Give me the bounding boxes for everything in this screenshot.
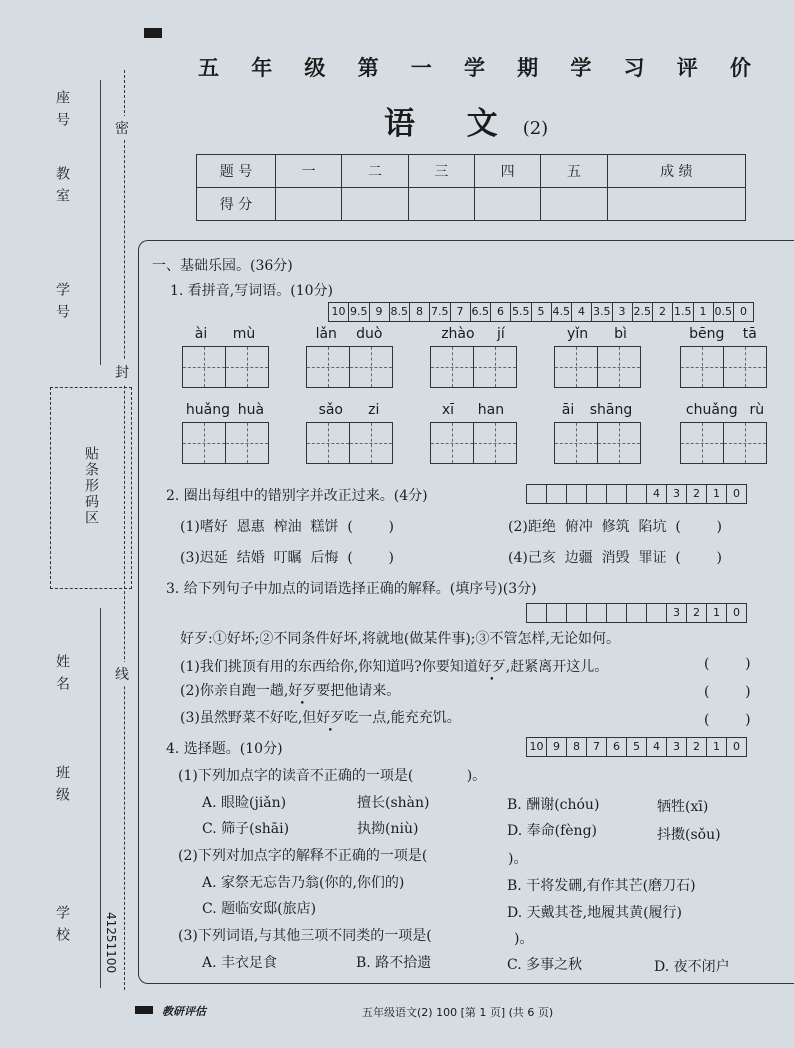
writing-cell[interactable] (306, 346, 350, 388)
footer-brand: 教研评估 (162, 1005, 206, 1018)
q4-option: 抖擞(sǒu) (657, 827, 721, 843)
pinyin-item: zhào jí (430, 326, 516, 388)
q4-option: A. 眼睑(jiǎn) (202, 795, 287, 811)
writing-cell[interactable] (182, 422, 226, 464)
exam-title: 五 年 级 第 一 学 期 学 习 评 价 (198, 55, 753, 80)
writing-cell[interactable] (723, 422, 767, 464)
q4-option: D. 天戴其苍,地履其黄(履行) (507, 905, 682, 921)
section-title: 一、基础乐园。(36分) (152, 258, 293, 274)
q4-sub-question: (2)下列对加点字的解释不正确的一项是( (178, 848, 428, 864)
q4-title: 4. 选择题。(10分) (166, 741, 283, 757)
writing-cell[interactable] (680, 422, 724, 464)
writing-cell[interactable] (225, 346, 269, 388)
writing-cell[interactable] (430, 422, 474, 464)
q2-item: (3)迟延 结婚 叮瞩 后悔 ( ) (180, 550, 394, 566)
barcode-area-label: 贴条形码区 (83, 446, 99, 526)
pinyin-item: bēng tā (680, 326, 766, 388)
q4-sub-question-end: )。 (514, 931, 534, 947)
seal-mark-xian: 线 (115, 662, 129, 686)
writing-cell[interactable] (473, 422, 517, 464)
q4-option: B. 酬谢(chóu) (507, 797, 600, 813)
writing-cell[interactable] (554, 422, 598, 464)
q3-score-scale: 3 2 1 0 (526, 603, 746, 623)
seal-mark-feng: 封 (115, 360, 129, 384)
margin-line (100, 608, 101, 988)
dotted-word: 好歹 (477, 659, 506, 675)
writing-cell[interactable] (349, 346, 393, 388)
margin-label-class: 班级 (54, 765, 70, 809)
q2-item: (2)距绝 俯冲 修筑 陷坑 ( ) (508, 519, 722, 535)
pinyin-item: lǎn duò (306, 326, 392, 388)
margin-label-seat: 座号 (54, 90, 70, 134)
q4-option: D. 奉命(fèng) (507, 823, 597, 839)
pinyin-item: sǎo zi (306, 402, 392, 464)
footer-page-info: 五年级语文(2) 100 [第 1 页] (共 6 页) (362, 1006, 554, 1019)
margin-label-room: 教室 (54, 166, 70, 210)
q1-title: 1. 看拼音,写词语。(10分) (170, 283, 333, 299)
writing-cell[interactable] (430, 346, 474, 388)
dotted-word: 好歹 (316, 710, 345, 726)
subject-title: 语 文 (2) (384, 106, 549, 142)
seal-mark-mi: 密 (115, 116, 129, 140)
q3-answer-paren[interactable]: ( ) (704, 712, 751, 728)
margin-label-name: 姓名 (54, 654, 70, 698)
dotted-word: 好歹 (288, 683, 317, 699)
pinyin-item: chuǎng rù (680, 402, 770, 464)
q4-option: C. 筛子(shāi) (202, 821, 290, 837)
writing-cell[interactable] (597, 422, 641, 464)
q4-option: A. 家祭无忘告乃翁(你的,你们的) (202, 875, 405, 891)
registration-mark-bottom (135, 1006, 153, 1014)
q4-option: C. 多事之秋 (507, 957, 583, 973)
q2-item: (4)己亥 边疆 消毁 罪证 ( ) (508, 550, 722, 566)
writing-cell[interactable] (182, 346, 226, 388)
q3-definition: 好歹:①好坏;②不同条件好坏,将就地(做某件事);③不管怎样,无论如何。 (180, 631, 620, 647)
q4-option: 执拗(niù) (357, 821, 419, 837)
q4-option: D. 夜不闭户 (654, 959, 730, 975)
score-table-row: 题 号 一 二 三 四 五 成 绩 (197, 155, 746, 188)
q3-item: (2)你亲自跑一趟,好歹要把他请来。 (180, 680, 400, 700)
pinyin-item: ài mù (182, 326, 268, 388)
pinyin-item: xī han (430, 402, 516, 464)
writing-cell[interactable] (554, 346, 598, 388)
q4-option: 牺牲(xī) (657, 799, 709, 815)
pinyin-item: yǐn bì (554, 326, 640, 388)
margin-label-student-id: 学号 (54, 282, 70, 326)
q4-score-scale: 10 9 8 7 6 5 4 3 2 1 0 (526, 737, 746, 757)
q4-sub-question: (3)下列词语,与其他三项不同类的一项是( (178, 928, 432, 944)
pinyin-item: huǎng huà (182, 402, 268, 464)
q4-sub-question: (1)下列加点字的读音不正确的一项是( )。 (178, 768, 487, 784)
q4-option: C. 题临安邸(旅店) (202, 901, 317, 917)
q3-title: 3. 给下列句子中加点的词语选择正确的解释。(填序号)(3分) (166, 581, 537, 597)
writing-cell[interactable] (349, 422, 393, 464)
registration-mark-top (144, 28, 162, 38)
q4-option: B. 路不拾遗 (356, 955, 432, 971)
writing-cell[interactable] (225, 422, 269, 464)
score-table (196, 154, 746, 221)
score-table-row: 得 分 (197, 188, 746, 221)
margin-line (100, 80, 101, 365)
school-code: 41251100 (104, 912, 118, 974)
q1-score-scale: 10 9.5 9 8.5 8 7.5 7 6.5 6 5.5 5 4.5 4 3.5 3 2.5 2 1.5 1 0.5 0 (328, 302, 753, 322)
pinyin-item: āi shāng (554, 402, 640, 464)
q4-option: 擅长(shàn) (357, 795, 430, 811)
writing-cell[interactable] (473, 346, 517, 388)
q4-sub-question-end: )。 (508, 851, 528, 867)
q2-score-scale: 4 3 2 1 0 (526, 484, 746, 504)
q4-option: A. 丰衣足食 (202, 955, 278, 971)
q2-item: (1)嗜好 恩惠 榨油 糕饼 ( ) (180, 519, 394, 535)
writing-cell[interactable] (306, 422, 350, 464)
q3-item: (3)虽然野菜不好吃,但好歹吃一点,能充充饥。 (180, 707, 461, 727)
writing-cell[interactable] (680, 346, 724, 388)
writing-cell[interactable] (723, 346, 767, 388)
q3-answer-paren[interactable]: ( ) (704, 684, 751, 700)
barcode-area (50, 387, 132, 589)
q3-answer-paren[interactable]: ( ) (704, 656, 751, 672)
margin-label-school: 学校 (54, 905, 70, 949)
q2-title: 2. 圈出每组中的错别字并改正过来。(4分) (166, 488, 428, 504)
q3-item: (1)我们挑顶有用的东西给你,你知道吗?你要知道好歹,赶紧离开这儿。 (180, 656, 608, 676)
q4-option: B. 干将发硎,有作其芒(磨刀石) (507, 878, 696, 894)
writing-cell[interactable] (597, 346, 641, 388)
